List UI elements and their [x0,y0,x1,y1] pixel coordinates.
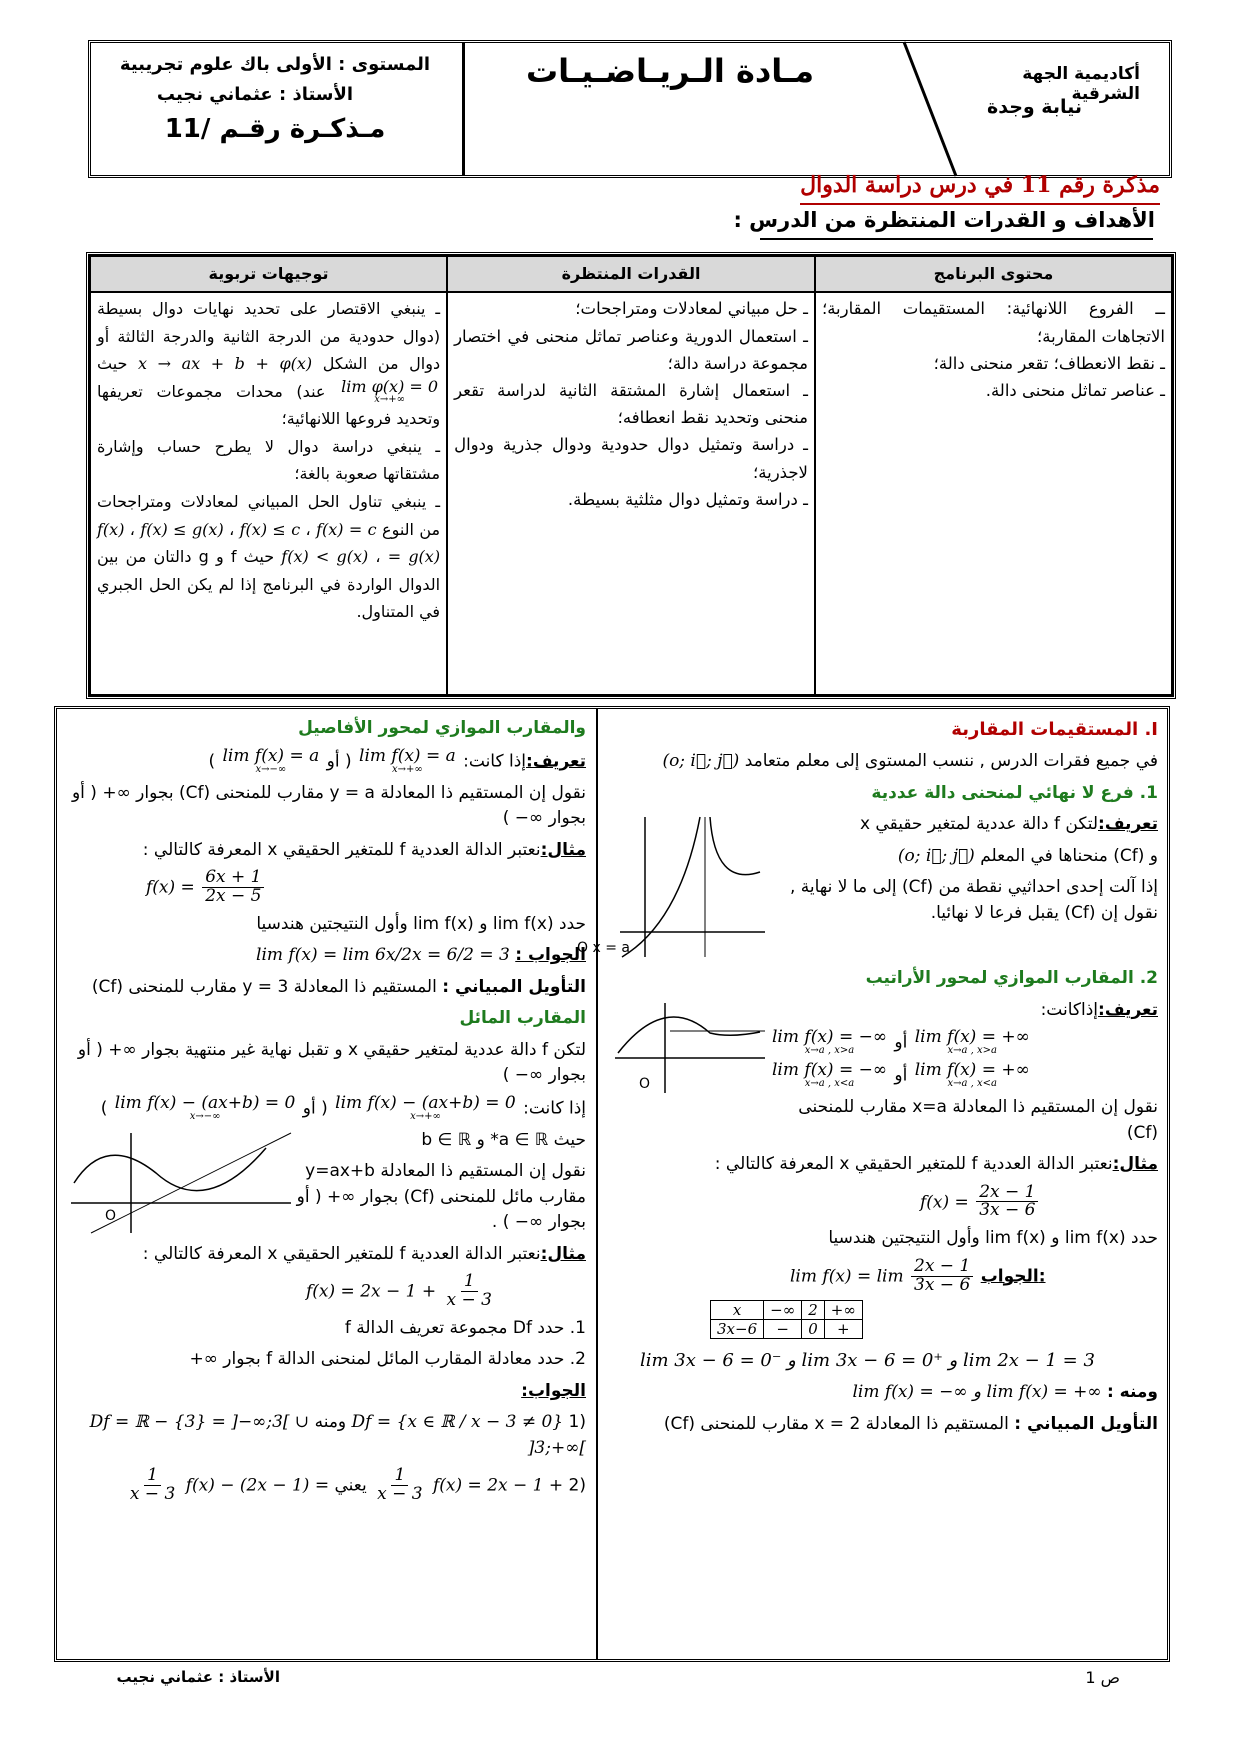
def-2-limits: lim f(x) = −∞ x→a , x>a أو lim f(x) = +∞ x→a , x>a [772,1027,1030,1056]
section-1-title: I. المستقيمات المقاربة [951,719,1158,740]
ability-item: ـ استعمال الدورية وعناصر تماثل منحنى في اختصار مجموعة دراسة دالة؛ [454,326,808,373]
limit-expression: lim f(x) = −∞ [772,1027,887,1047]
answer-3-part1: (1 Df = {x ∈ ℝ / x − 3 ≠ 0} ومنه Df = ℝ − {3} = ]−∞;3[ ∪ ]3;+∞[ [89,1412,586,1458]
limit-expression: lim f(x) − (ax+b) = 0 [114,1092,296,1113]
subsection-2-title: 2. المقارب الموازي لمحور الأراتيب [865,968,1158,988]
example-3-function: f(x) = 2x − 1 + $\frac{1}{x - 3}$ [306,1271,492,1311]
graph-1-label: O x = a [577,940,630,956]
def-1b: و (Cf) منحناها في المعلم (o; i⃗; j⃗) [897,845,1158,866]
vertical-asymptote-graph [577,812,770,962]
guidance-1-math: x → ax + b + φ(x) [138,354,313,374]
column-divider [596,708,598,1660]
example-2-function: f(x) = $\frac{6x + 1}{2x - 5}$ [66,869,586,906]
guidance-3-math3: f(x) ≤ g(x) [140,519,224,539]
oblique-asymptote-graph [66,1128,296,1238]
header-divider-left [462,42,465,176]
limit-subscript: x→+∞ [410,1110,441,1122]
subsection-3-title: والمقارب الموازي لمحور الأفاصيل [298,718,586,738]
limit-expression: lim f(x) = −∞ [772,1060,887,1080]
graph-2-label: O [638,1075,650,1092]
col-header-abilities: القدرات المنتظرة [447,256,815,292]
guidance-1-end: عند) محدات مجموعات تعريفها وتحديد فروعها اللانهائية؛ [97,381,441,429]
curve-right [710,817,760,875]
right-column [577,716,1158,1443]
interpretation-1: التأويل المبياني : المستقيم ذا المعادلة x = 2 مقارب للمنحنى (Cf) [663,1413,1158,1434]
abilities-cell [447,292,815,695]
sign-table [710,1300,1158,1339]
question-1: 1. حدد Df مجموعة تعريف الدالة f [344,1317,586,1338]
footer-page: ص 1 [1085,1668,1120,1687]
conclusion-3: نقول إن المستقيم ذا المعادلة y = a مقارب للمنحنى (Cf) بجوار ∞+ ( أو بجوار ∞− ) [71,782,586,828]
interpretation-2: التأويل المبياني : المستقيم ذا المعادلة y = 3 مقارب للمنحنى (Cf) [91,976,586,997]
limit-expression: lim φ(x) = 0 [341,377,439,397]
curve [618,1017,760,1053]
answer-1-limits: lim 3x − 6 = 0⁻ و lim 3x − 6 = 0⁺ و lim 2x − 1 = 3 [640,1350,1095,1372]
graph-3-label: O [104,1207,116,1224]
limit-subscript: x→a , x>a [804,1045,855,1056]
sign-table-grid [710,1300,863,1339]
left-column [66,716,586,1510]
example-2-question: حدد lim f(x) و lim f(x) وأول النتيجتين هندسيا [256,913,586,934]
example-1-question: حدد lim f(x) و lim f(x) وأول النتيجتين هندسيا [828,1228,1158,1249]
limit-subscript: x→a , x<a [947,1078,997,1089]
curve-left [622,817,700,957]
col-header-program: محتوى البرنامج [815,256,1172,292]
limit-subscript: x→−∞ [255,763,287,775]
asymptote-line [91,1133,291,1233]
subsection-1-title: 1. فرع لا نهائي لمنحنى دالة عددية [871,782,1158,803]
limit-expression: lim f(x) = a [359,745,456,766]
ability-item: ـ دراسة وتمثيل دوال مثلثية بسيطة. [567,489,808,509]
header-teacher: الأستاذ : عثماني نجيب [156,84,354,105]
header-subject: مـادة الـريـاضـيـات [525,52,815,90]
def-4d: نقول إن المستقيم ذا المعادلة y=ax+b مقارب مائل للمنحنى (Cf) بجوار ∞+ ( أو بجوار ∞− ) . [296,1161,586,1233]
intro-line: في جميع فقرات الدرس , ننسب المستوى إلى معلم متعامد (o; i⃗; j⃗) [662,751,1158,771]
footer-teacher: الأستاذ : عثماني نجيب [116,1668,280,1686]
def-4b: إذا كانت: lim f(x) − (ax+b) = 0 x→+∞ ( أو lim f(x) − (ax+b) = 0 x→−∞ ) [100,1092,586,1122]
limit-expression: lim f(x) = a [222,745,320,766]
header-memo: مـذكـرة رقـم /11 [164,114,386,144]
ability-item: ـ حل مبياني لمعادلات ومتراجحات؛ [575,299,808,319]
answer-1: lim f(x) = lim $\frac{2x - 1}{3x - 6}$ الجواب: [790,1255,1046,1295]
limit-subscript: x→a , x<a [804,1078,855,1089]
question-2: 2. حدد معادلة المقارب المائل لمنحنى الدالة f بجوار ∞+ [189,1349,586,1370]
guidance-3-math4: f(x) = g(x) [97,519,441,567]
program-item: ــ الفروع اللانهائية: المستقيمات المقاربة؛ الاتجاهات المقاربة؛ [821,299,1165,346]
guidance-1-limit [341,379,438,405]
sign-table-row: x −∞ 2 +∞ [711,1301,863,1320]
guidance-3-text: ـ ينبغي تناول الحل المبياني لمعادلات ومتراجحات من النوع [97,492,441,539]
example-1-function: f(x) = $\frac{2x - 1}{3x - 6}$ [610,1184,1158,1221]
memo-title: مذكرة رقم 11 في درس دراسة الدوال [800,172,1160,198]
objectives-title: الأهداف و القدرات المنتظرة من الدرس : [733,208,1155,232]
limit-expression: lim f(x) = +∞ [914,1060,1030,1080]
ability-item: ـ استعمال إشارة المشتقة الثانية لدراسة تقعر منحنى وتحديد نقط انعطافه؛ [454,381,808,428]
example-3: مثال:نعتبر الدالة العددية f للمتغير الحقيقي x المعرفة كالتالي : [142,1243,586,1264]
guidance-3: ـ ينبغي تناول الحل المبياني لمعادلات ومتراجحات من النوع f(x) = c ، f(x) ≤ c ، f(x) ≤ g(x) ، f(x) = g(x) ، f(x) < g(x) حيث f و g دالتان من بين الدوال الواردة في البرنامج إذا لم يكن الحل الجبري في المتناول. [97,492,441,622]
program-item: ـ عناصر تماثل منحنى دالة. [985,381,1165,401]
limit-subscript: x→a , x>a [947,1045,997,1056]
graph-2 [610,998,770,1153]
guidance-cell [90,292,447,695]
conclusion-2: نقول إن المستقيم ذا المعادلة x=a مقارب للمنحنى (Cf) [798,1097,1158,1143]
limit-subscript: x→−∞ [189,1110,221,1122]
graph-1 [577,812,770,966]
example-2: مثال:نعتبر الدالة العددية f للمتغير الحقيقي x المعرفة كالتالي : [142,839,586,860]
objectives-title-underline [760,238,1153,240]
example-1: مثال:نعتبر الدالة العددية f للمتغير الحقيقي x المعرفة كالتالي : [714,1154,1158,1174]
guidance-1: ـ ينبغي الاقتصار على تحديد نهايات دوال بسيطة (دوال حدودية من الدرجة الثانية والدرجة الثالثة أو دوال من الشكل [97,299,441,374]
limit-subscript: x→+∞ [392,763,423,775]
header-level: المستوى : الأولى باك علوم تجريبية [119,54,431,75]
guidance-3-math1: f(x) = c [316,519,377,539]
limit-expression: lim f(x) − (ax+b) = 0 [335,1092,516,1113]
def-3: تعريف:إذا كانت: lim f(x) = a x→+∞ ( أو lim f(x) = a x→−∞ ) [208,745,586,775]
program-item: ـ نقط الانعطاف؛ تقعر منحنى دالة؛ [933,353,1165,373]
guidance-2: ـ ينبغي دراسة دوال لا يطرح حساب وإشارة مشتقاتها صعوبة بالغة؛ [97,436,441,484]
answer-2: الجواب : lim f(x) = lim 6x/2x = 6/2 = 3 [256,945,586,966]
program-cell [815,292,1172,695]
limit-expression: lim f(x) = +∞ [914,1027,1030,1047]
frame-notation: (o; i⃗; j⃗) [662,751,740,771]
guidance-3-end: حيث f و g دالتان من بين الدوال الواردة في البرنامج إذا لم يكن الحل الجبري في المتناول. [97,547,441,622]
answer-3-label: الجواب: [521,1380,586,1401]
graph-3 [66,1128,296,1242]
def-4c: حيث a ∈ ℝ* و b ∈ ℝ [421,1129,586,1150]
guidance-3-math2: f(x) ≤ c [239,519,301,539]
col-header-guidance: توجيهات تربوية [90,256,447,292]
limit-subscript: x→+∞ [374,394,405,406]
objectives-table [86,252,1176,699]
def-1: تعريف:لتكن f دالة عددية لمتغير حقيقي x [859,814,1158,834]
sign-table-row: 3x−6 − 0 + [711,1320,863,1339]
header-academy: أكاديمية الجهة الشرقية [1022,64,1140,104]
def-2: تعريف:إذاكانت: [1040,999,1158,1020]
def-4a: لتكن f دالة عددية لمتغير حقيقي x و تقبل نهاية غير منتهية بجوار ∞+ ( أو بجوار ∞− ) [77,1039,586,1086]
def-1c: إذا آلت إحدى احداثيي نقطة من (Cf) إلى ما لا نهاية , نقول إن (Cf) يقبل فرعا لا نهائيا. [789,877,1158,923]
horizontal-asymptote-graph [610,998,770,1098]
ability-item: ـ دراسة وتمثيل دوال حدودية ودوال جذرية ودوال لاجذرية؛ [454,435,808,482]
answer-3-part2: (2 f(x) = 2x − 1 + $\frac{1}{x - 3}$ يعني f(x) − (2x − 1) = $\frac{1}{x - 3}$ [129,1465,586,1505]
guidance-1-mid: حيث [97,354,128,374]
header-delegation: نيابة وجدة [987,96,1082,118]
def-2-limits-b: lim f(x) = −∞ x→a , x<a أو lim f(x) = +∞ x→a , x<a [772,1060,1030,1089]
subsection-4-title: المقارب المائل [459,1008,586,1029]
memo-title-underline [800,203,1160,205]
guidance-3-math5: f(x) < g(x) [281,547,369,567]
curve [74,1148,266,1191]
answer-1-therefore: ومنه : lim f(x) = −∞ و lim f(x) = +∞ [852,1382,1158,1403]
